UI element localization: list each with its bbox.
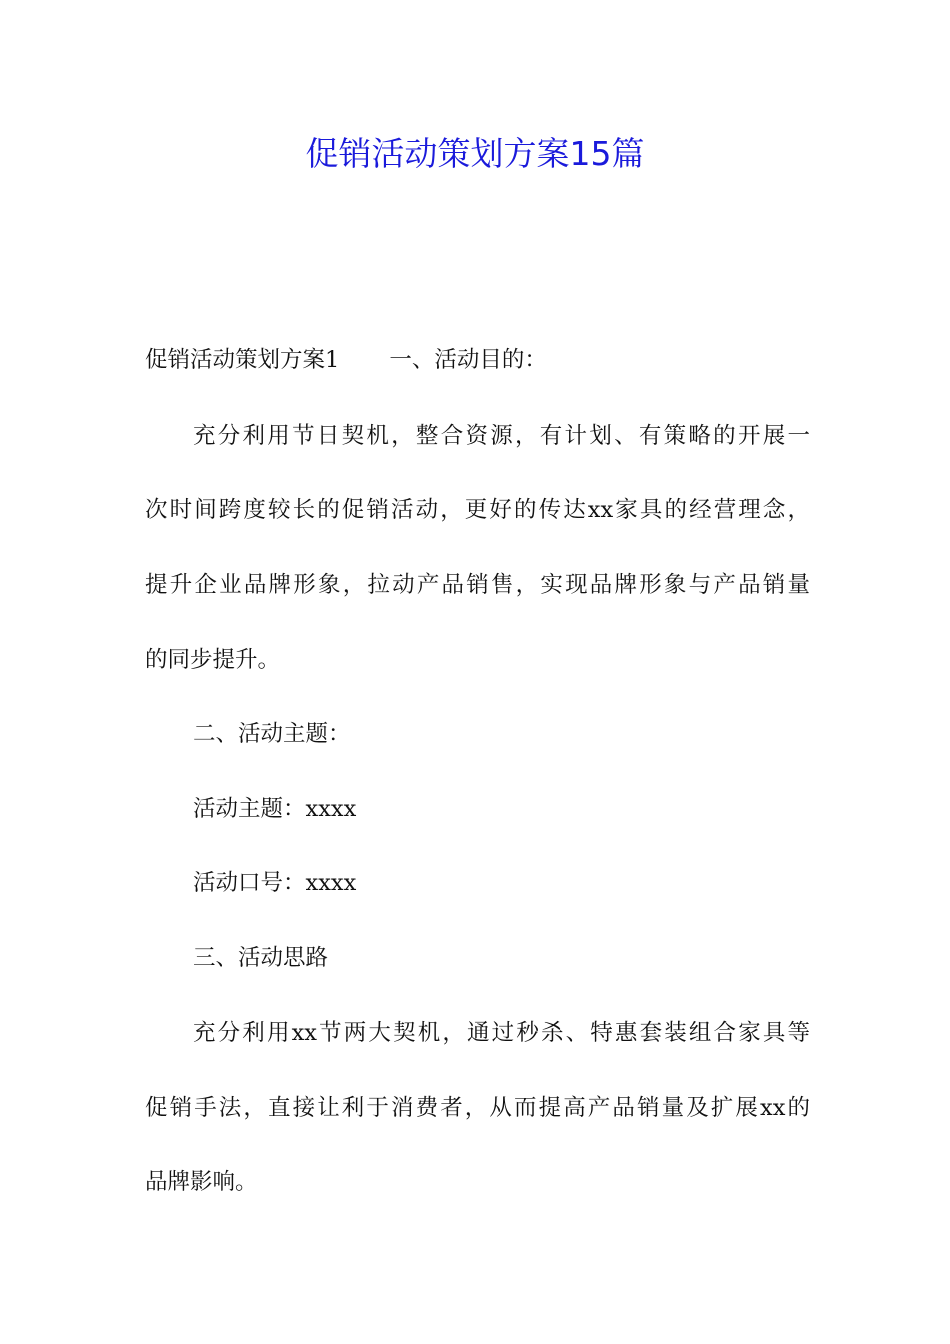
heading-2: 二、活动主题：: [193, 721, 351, 747]
paragraph-2-line-3: 品牌影响。: [145, 1169, 258, 1195]
heading-3: 三、活动思路: [193, 945, 329, 971]
section-1-label: 促销活动策划方案1: [145, 347, 340, 373]
section-1-line: [145, 344, 810, 376]
document-title: 促销活动策划方案15篇: [305, 134, 645, 173]
paragraph-1-line-1: 充分利用节日契机，整合资源，有计划、有策略的开展一: [193, 423, 810, 449]
theme-line: 活动主题：xxxx: [193, 796, 357, 822]
paragraph-1-line-4: 的同步提升。: [145, 647, 281, 673]
paragraph-1-line-2: 次时间跨度较长的促销活动，更好的传达xx家具的经营理念，: [145, 497, 810, 523]
paragraph-2-line-1: 充分利用xx节两大契机，通过秒杀、特惠套装组合家具等: [193, 1020, 810, 1046]
slogan-line: 活动口号：xxxx: [193, 870, 357, 896]
section-1-heading: 一、活动目的：: [389, 347, 547, 373]
paragraph-2-line-2: 促销手法，直接让利于消费者，从而提高产品销量及扩展xx的: [145, 1095, 810, 1121]
paragraph-1-line-3: 提升企业品牌形象，拉动产品销售，实现品牌形象与产品销量: [145, 572, 810, 598]
